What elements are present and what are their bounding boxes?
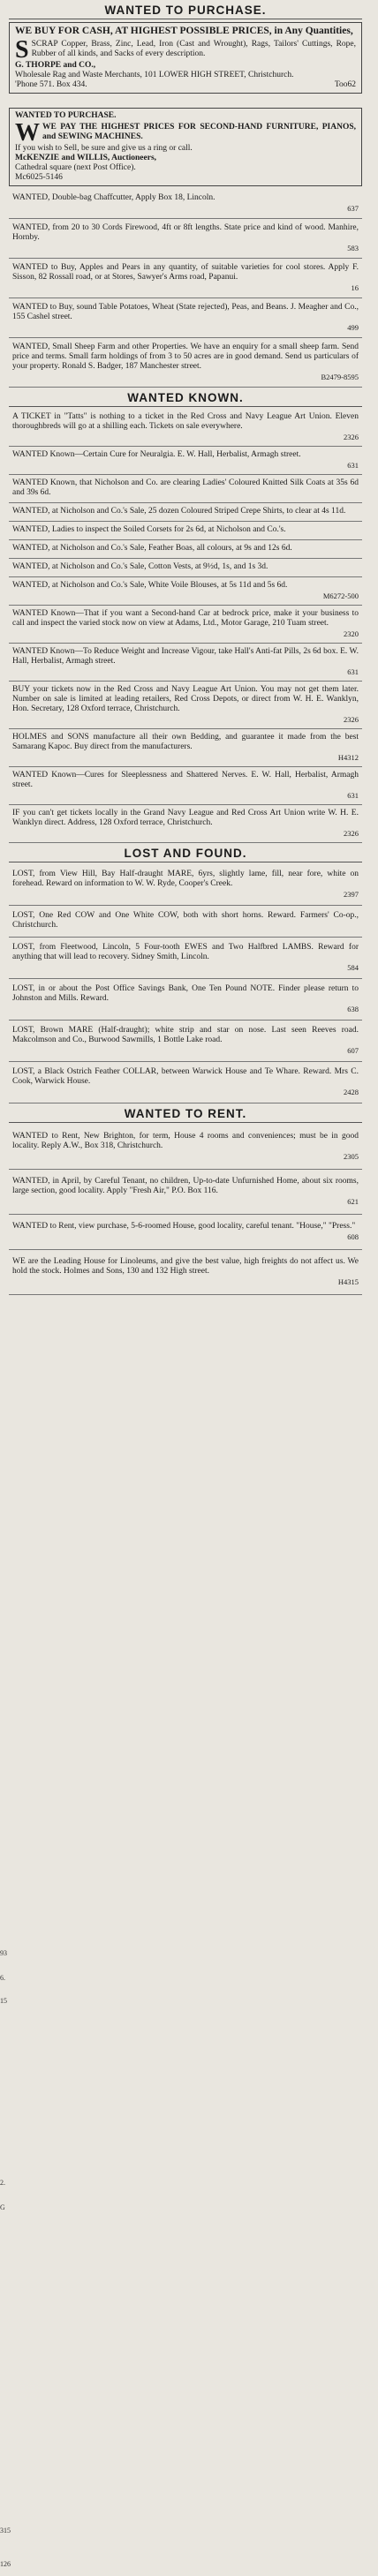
ad-ref: 2326 xyxy=(344,829,359,838)
classified-ad xyxy=(9,540,362,559)
ad-text: LOST, from View Hill, Bay Half-draught MARE, 6yrs, slightly lame, fill, near fore, white on forehead. Reward on information to W. W. Ryde, Cooper's Creek. xyxy=(12,870,359,888)
classified-ad xyxy=(9,682,362,729)
classified-ad xyxy=(9,805,362,843)
classified-ad xyxy=(9,1215,362,1250)
ad-address: Cathedral square (next Post Office). xyxy=(15,163,136,172)
ad-ref: 583 xyxy=(347,244,359,252)
classified-ad xyxy=(9,189,362,219)
classified-ad xyxy=(9,475,362,503)
ad-ref: 499 xyxy=(347,323,359,332)
ad-line: If you wish to Sell, be sure and give us a ring or call. xyxy=(15,144,193,153)
ad-text: WANTED Known—That if you want a Second-hand Car at bedrock price, make it your business to call and inspect the varied stock now on view at Adams, Ltd., Motor Garage, 210 Tuam street. xyxy=(12,609,359,628)
classified-ad xyxy=(9,906,362,938)
classified-ad xyxy=(9,1170,362,1215)
ad-ref: H4312 xyxy=(337,753,359,762)
classified-ad xyxy=(9,1125,362,1170)
ad-ref: 631 xyxy=(347,461,359,470)
drop-cap: S xyxy=(15,36,29,64)
classified-ad xyxy=(9,298,362,338)
section-heading-wanted-known: WANTED KNOWN. xyxy=(127,391,244,404)
margin-fragment: G xyxy=(0,2203,5,2211)
ad-text: LOST, in or about the Post Office Savings Bank, One Ten Pound NOTE. Finder please return to Johnston and Mills. Reward. xyxy=(12,984,359,1003)
ad-ref: 607 xyxy=(347,1046,359,1055)
classified-ad xyxy=(9,644,362,682)
classified-ad xyxy=(9,219,362,259)
ad-ref: 631 xyxy=(347,667,359,676)
ad-text: WANTED, in April, by Careful Tenant, no children, Up-to-date Unfurnished Home, about six rooms, large section, good locality. Apply "Fresh Air," P.O. Box 116. xyxy=(12,1177,359,1195)
ad-text: WANTED to Buy, Apples and Pears in any quantity, of suitable varieties for cool stores. Apply F. Sisson, 82 Rossall road, or at Stores, Sawyer's Arms road, Papanui. xyxy=(12,263,359,282)
ad-ref: B2479-8595 xyxy=(321,373,359,381)
classified-ad xyxy=(9,259,362,298)
ad-firm: McKENZIE and WILLIS, Auctioneers, xyxy=(15,154,157,162)
margin-fragment: 15 xyxy=(0,1997,7,2005)
classified-ad xyxy=(9,1021,362,1062)
margin-fragment: 93 xyxy=(0,1949,7,1957)
ad-ref: 621 xyxy=(347,1197,359,1206)
classifieds-column xyxy=(9,0,362,1295)
ad-ref: 631 xyxy=(347,791,359,800)
ad-text: WANTED, Ladies to inspect the Soiled Corsets for 2s 6d, at Nicholson and Co.'s. xyxy=(12,525,286,534)
drop-cap: W xyxy=(15,119,40,147)
classified-ad xyxy=(9,1062,362,1103)
ad-text: WANTED to Rent, view purchase, 5-6-roomed House, good locality, careful tenant. "House," "Press." xyxy=(12,1222,356,1231)
wanted-known-list xyxy=(9,409,362,843)
lost-and-found-list xyxy=(9,864,362,1103)
ad-headline: WE BUY FOR CASH, AT HIGHEST POSSIBLE PRICES, in Any Quantities, xyxy=(15,26,353,36)
ad-text: LOST, a Black Ostrich Feather COLLAR, between Warwick House and Te Whare. Reward. Mrs C. Cook, Warwick House. xyxy=(12,1067,359,1086)
ad-text: WANTED, Small Sheep Farm and other Properties. We have an enquiry for a small sheep farm. Send price and terms. Small farm holdings of from 3 to 50 acres are in good demand. Send us particulars of your property. Ronald S. Badger, 187 Manchester street. xyxy=(12,343,359,371)
ad-text: LOST, Brown MARE (Half-draught); white strip and star on nose. Last seen Reeves road. Makcolmson and Co., Burwood Sawmills, 1 Bottle Lake road. xyxy=(12,1026,359,1044)
ad-text: WANTED, at Nicholson and Co.'s Sale, Cotton Vests, at 9½d, 1s, and 1s 3d. xyxy=(12,562,268,571)
ad-description: Wholesale Rag and Waste Merchants, 101 LOWER HIGH STREET, Christchurch. xyxy=(15,71,294,79)
margin-fragment: 315 xyxy=(0,2527,11,2535)
ad-thorpe xyxy=(9,22,362,94)
ad-body: SSCRAP Copper, Brass, Zinc, Lead, Iron (Cast and Wrought), Rags, Tailors' Cuttings, Rope, Rubber of all kinds, and Sacks of every description. xyxy=(15,36,356,64)
ad-ref: 638 xyxy=(347,1005,359,1013)
ad-text: WANTED to Rent, New Brighton, for term, House 4 rooms and conveniences; must be in good locality. Reply A.W., Box 318, Christchurch. xyxy=(12,1132,359,1150)
ad-ref: 2428 xyxy=(344,1088,359,1096)
ad-text: IF you can't get tickets locally in the Grand Navy League and Red Cross Art Union write W. H. E. Wanklyn direct. Address, 128 Oxford terrace, Christchurch. xyxy=(12,809,359,827)
wanted-to-rent-list xyxy=(9,1125,362,1295)
classified-ad xyxy=(9,1250,362,1295)
ad-ref: 2397 xyxy=(344,890,359,899)
ad-text: WANTED, Double-bag Chaffcutter, Apply Box 18, Lincoln. xyxy=(12,193,215,202)
ad-contact: 'Phone 571. Box 434. Too62 xyxy=(15,80,356,89)
ad-text: HOLMES and SONS manufacture all their own Bedding, and guarantee it made from the best Samarang Kapoc. Buy direct from the manufacturers. xyxy=(12,733,359,751)
ad-ref: 2326 xyxy=(344,715,359,724)
ad-ref: 608 xyxy=(347,1232,359,1241)
ad-text: A TICKET in "Tatts" is nothing to a ticket in the Red Cross and Navy League Art Union. Eleven thoroughbreds will go at a shilling each. Tickets on sale everywhere. xyxy=(12,412,359,431)
ad-text: WANTED Known—Cures for Sleeplessness and Shattered Nerves. E. W. Hall, Herbalist, Armagh street. xyxy=(12,771,359,789)
classified-ad xyxy=(9,338,362,388)
classified-ad xyxy=(9,729,362,767)
section-heading-wanted-to-purchase: WANTED TO PURCHASE. xyxy=(104,4,267,17)
margin-fragment: 126 xyxy=(0,2560,11,2568)
ad-mckenzie-willis xyxy=(9,108,362,186)
ad-ref: 2326 xyxy=(344,433,359,441)
ad-text: WANTED Known—Certain Cure for Neuralgia. E. W. Hall, Herbalist, Armagh street. xyxy=(12,450,301,459)
ad-text: WANTED Known, that Nicholson and Co. are clearing Ladies' Coloured Knitted Silk Coats at 35s 6d and 39s 6d. xyxy=(12,478,359,497)
margin-fragment: 2. xyxy=(0,2179,5,2187)
ad-body: WWE PAY THE HIGHEST PRICES FOR SECOND-HAND FURNITURE, PIANOS, and SEWING MACHINES. xyxy=(15,119,356,147)
ad-ref: M6272-500 xyxy=(322,591,359,600)
classified-ad xyxy=(9,522,362,540)
classified-ad xyxy=(9,979,362,1021)
classified-ad xyxy=(9,577,362,606)
ad-text: LOST, One Red COW and One White COW, both with short horns. Reward. Farmers' Co-op., Christchurch. xyxy=(12,911,359,930)
classified-ad xyxy=(9,559,362,577)
classified-ad xyxy=(9,409,362,447)
ad-text: WANTED Known—To Reduce Weight and Increase Vigour, take Hall's Anti-fat Pills, 2s 6d box. E. W. Hall, Herbalist, Armagh street. xyxy=(12,647,359,666)
ad-text: WE are the Leading House for Linoleums, and give the best value, high freights do not affect us. We hold the stock. Holmes and Sons, 130 and 132 High street. xyxy=(12,1257,359,1276)
section-heading-wanted-to-rent: WANTED TO RENT. xyxy=(124,1107,247,1120)
section-heading-lost-and-found: LOST AND FOUND. xyxy=(124,847,247,860)
classified-ad xyxy=(9,503,362,522)
ad-ref: 2320 xyxy=(344,629,359,638)
margin-fragment: 6. xyxy=(0,1974,5,1982)
classified-ad xyxy=(9,864,362,906)
classifieds-list xyxy=(9,189,362,388)
ad-text: WANTED, at Nicholson and Co.'s Sale, 25 dozen Coloured Striped Crepe Shirts, to clear at 4s 11d. xyxy=(12,507,346,516)
classified-ad xyxy=(9,606,362,644)
classified-ad xyxy=(9,767,362,805)
ad-ref: 584 xyxy=(347,963,359,972)
ad-firm: G. THORPE and CO., xyxy=(15,61,96,70)
ad-ref: 2305 xyxy=(344,1152,359,1161)
ad-ref: H4315 xyxy=(337,1277,359,1286)
ad-ref: Too62 xyxy=(334,80,356,89)
classified-ad xyxy=(9,447,362,475)
ad-ref: 637 xyxy=(347,204,359,213)
ad-text: LOST, from Fleetwood, Lincoln, 5 Four-tooth EWES and Two Halfbred LAMBS. Reward for anything that will lead to recovery. Sidney Smith, Lincoln. xyxy=(12,943,359,961)
classified-ad xyxy=(9,938,362,979)
ad-text: WANTED, from 20 to 30 Cords Firewood, 4ft or 8ft lengths. State price and kind of wood. Manhire, Hornby. xyxy=(12,223,359,242)
ad-title: WANTED TO PURCHASE. xyxy=(15,111,117,120)
ad-text: WANTED, at Nicholson and Co.'s Sale, Feather Boas, all colours, at 9s and 12s 6d. xyxy=(12,544,292,553)
ad-text: WANTED, at Nicholson and Co.'s Sale, White Voile Blouses, at 5s 11d and 5s 6d. xyxy=(12,581,288,590)
ad-text: WANTED to Buy, sound Table Potatoes, Wheat (State rejected), Peas, and Beans. J. Meagher and Co., 155 Cashel street. xyxy=(12,303,359,321)
ad-ref: Mc6025-5146 xyxy=(15,173,63,182)
ad-text: BUY your tickets now in the Red Cross and Navy League Art Union. You may not get them later. Number on sale is limited at leading retailers, Red Cross Depots, or direct from W. H. E. Wanklyn, Hon. Secretary, 128 Oxford terrace, Christchurch. xyxy=(12,685,359,713)
ad-ref: 16 xyxy=(351,283,359,292)
